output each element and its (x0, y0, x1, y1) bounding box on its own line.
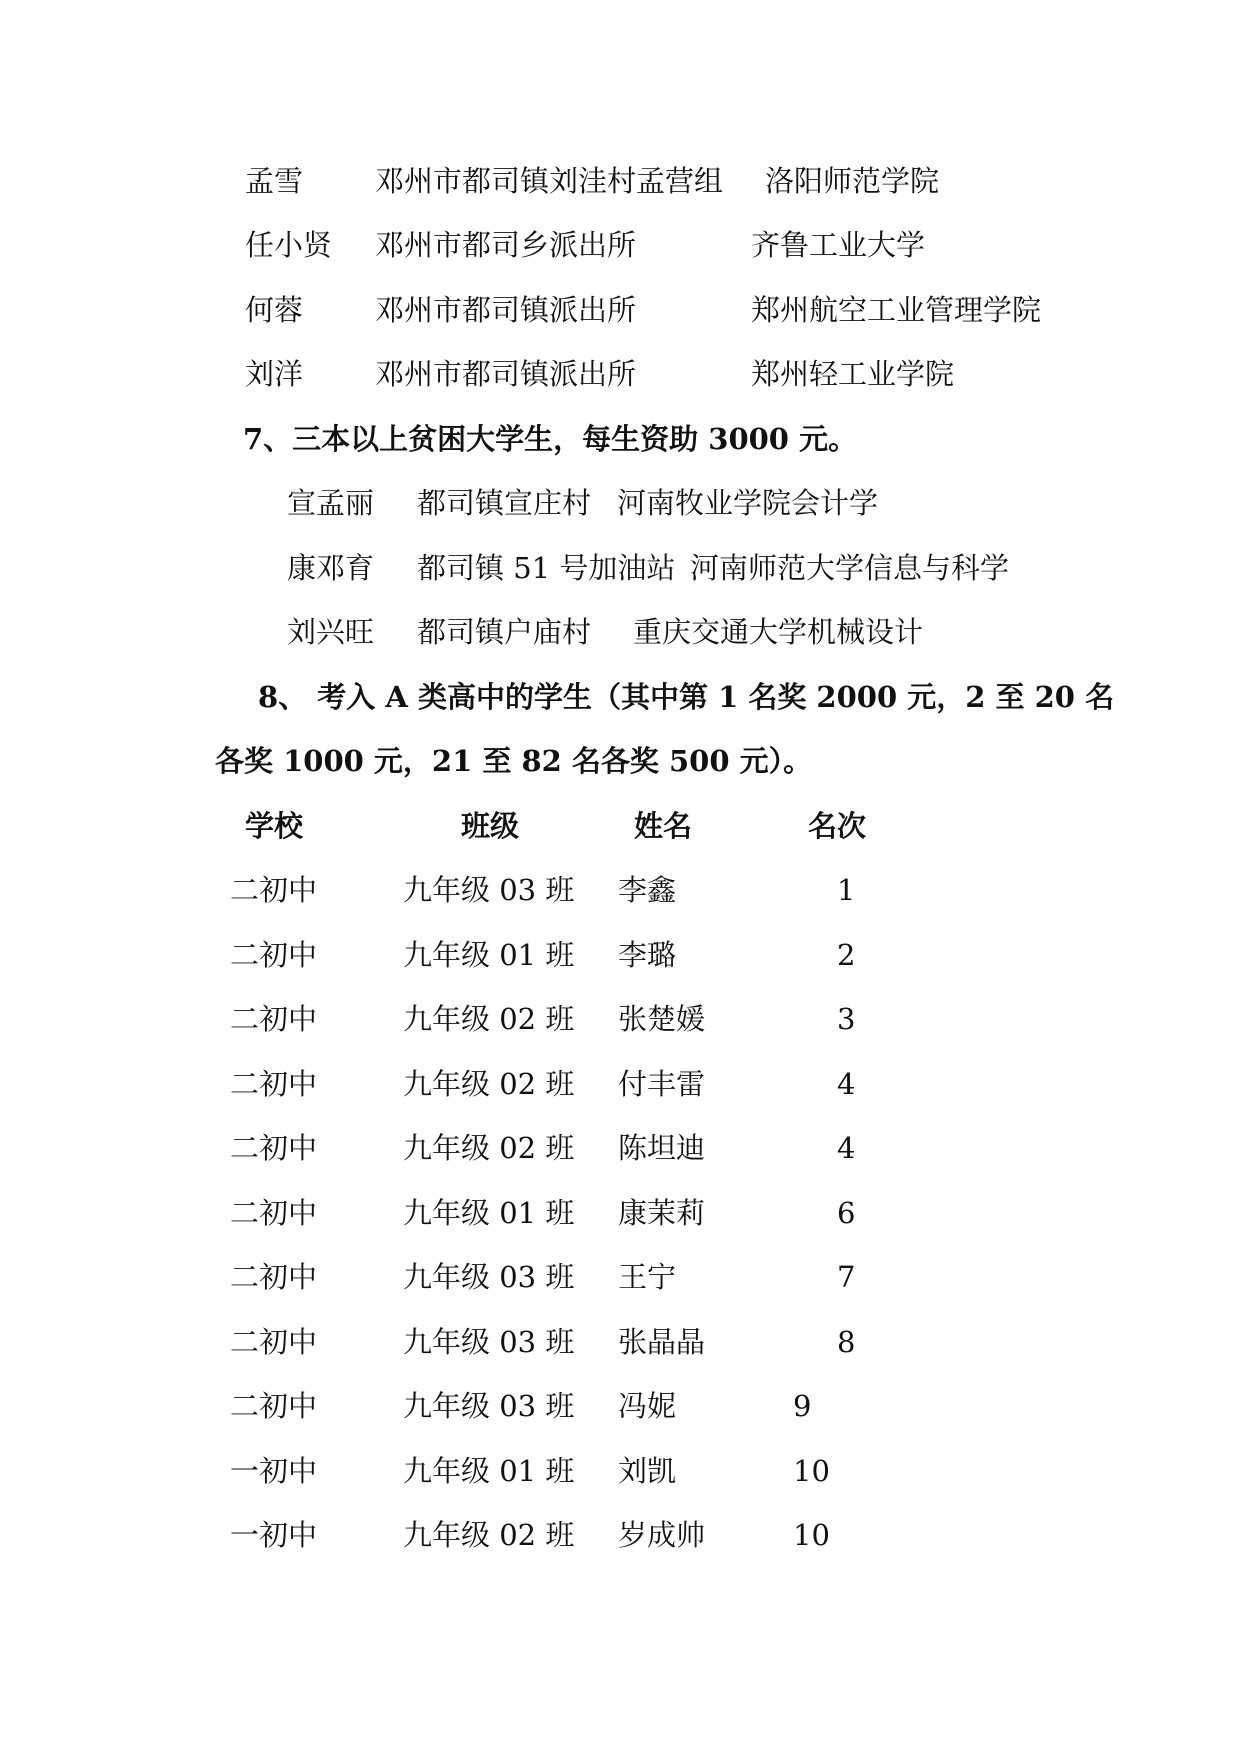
student-school: 郑州轻工业学院 (751, 357, 955, 391)
student-address: 邓州市都司镇派出所 (375, 357, 637, 391)
student-school: 齐鲁工业大学 (751, 228, 926, 262)
rank-cell: 10 (793, 1454, 830, 1488)
header-rank: 名次 (808, 809, 867, 843)
header-name: 姓名 (634, 809, 693, 843)
class-cell: 九年级 01 班 (403, 1196, 575, 1230)
name-cell: 冯妮 (618, 1389, 677, 1423)
class-cell: 九年级 03 班 (403, 1325, 575, 1359)
student-school: 河南牧业学院会计学 (617, 486, 879, 520)
class-cell: 九年级 03 班 (403, 873, 575, 907)
class-cell: 九年级 02 班 (403, 1002, 575, 1036)
name-cell: 康茉莉 (618, 1196, 706, 1230)
student-address: 都司镇宣庄村 (417, 486, 592, 520)
name-cell: 李鑫 (618, 873, 677, 907)
student-address: 都司镇 51 号加油站 (417, 551, 676, 585)
school-cell: 二初中 (230, 1325, 318, 1359)
student-school: 重庆交通大学机械设计 (633, 615, 924, 649)
student-name: 宣孟丽 (287, 486, 375, 520)
name-cell: 张晶晶 (618, 1325, 706, 1359)
rank-cell: 6 (837, 1196, 856, 1230)
rank-cell: 3 (837, 1002, 856, 1036)
section-heading: 7、三本以上贫困大学生，每生资助 3000 元。 (243, 422, 858, 456)
class-cell: 九年级 02 班 (403, 1131, 575, 1165)
class-cell: 九年级 01 班 (403, 938, 575, 972)
name-cell: 陈坦迪 (618, 1131, 706, 1165)
school-cell: 二初中 (230, 1002, 318, 1036)
school-cell: 二初中 (230, 1196, 318, 1230)
rank-cell: 7 (837, 1260, 856, 1294)
rank-cell: 8 (837, 1325, 856, 1359)
name-cell: 李璐 (618, 938, 677, 972)
school-cell: 二初中 (230, 1389, 318, 1423)
rank-cell: 4 (837, 1067, 856, 1101)
school-cell: 二初中 (230, 873, 318, 907)
name-cell: 岁成帅 (618, 1518, 706, 1552)
header-school: 学校 (245, 809, 304, 843)
name-cell: 付丰雷 (618, 1067, 706, 1101)
student-name: 刘洋 (245, 357, 304, 391)
student-name: 孟雪 (245, 164, 304, 198)
section-heading-continued: 各奖 1000 元，21 至 82 名各奖 500 元）。 (215, 744, 813, 778)
rank-cell: 1 (837, 873, 856, 907)
student-school: 郑州航空工业管理学院 (751, 293, 1042, 327)
class-cell: 九年级 02 班 (403, 1518, 575, 1552)
class-cell: 九年级 01 班 (403, 1454, 575, 1488)
rank-cell: 4 (837, 1131, 856, 1165)
name-cell: 刘凯 (618, 1454, 677, 1488)
name-cell: 王宁 (618, 1260, 677, 1294)
student-address: 都司镇户庙村 (417, 615, 592, 649)
school-cell: 一初中 (230, 1454, 318, 1488)
school-cell: 一初中 (230, 1518, 318, 1552)
student-name: 任小贤 (245, 228, 333, 262)
class-cell: 九年级 03 班 (403, 1389, 575, 1423)
school-cell: 二初中 (230, 938, 318, 972)
student-school: 洛阳师范学院 (765, 164, 940, 198)
class-cell: 九年级 02 班 (403, 1067, 575, 1101)
header-class: 班级 (461, 809, 520, 843)
rank-cell: 2 (837, 938, 856, 972)
name-cell: 张楚媛 (618, 1002, 706, 1036)
school-cell: 二初中 (230, 1260, 318, 1294)
student-address: 邓州市都司镇刘洼村孟营组 (375, 164, 724, 198)
student-name: 康邓育 (287, 551, 375, 585)
rank-cell: 9 (793, 1389, 812, 1423)
class-cell: 九年级 03 班 (403, 1260, 575, 1294)
school-cell: 二初中 (230, 1067, 318, 1101)
student-name: 何蓉 (245, 293, 304, 327)
student-name: 刘兴旺 (287, 615, 375, 649)
student-address: 邓州市都司乡派出所 (375, 228, 637, 262)
student-school: 河南师范大学信息与科学 (690, 551, 1010, 585)
student-address: 邓州市都司镇派出所 (375, 293, 637, 327)
school-cell: 二初中 (230, 1131, 318, 1165)
rank-cell: 10 (793, 1518, 830, 1552)
section-heading: 8、 考入 A 类高中的学生（其中第 1 名奖 2000 元，2 至 20 名 (258, 680, 1115, 714)
